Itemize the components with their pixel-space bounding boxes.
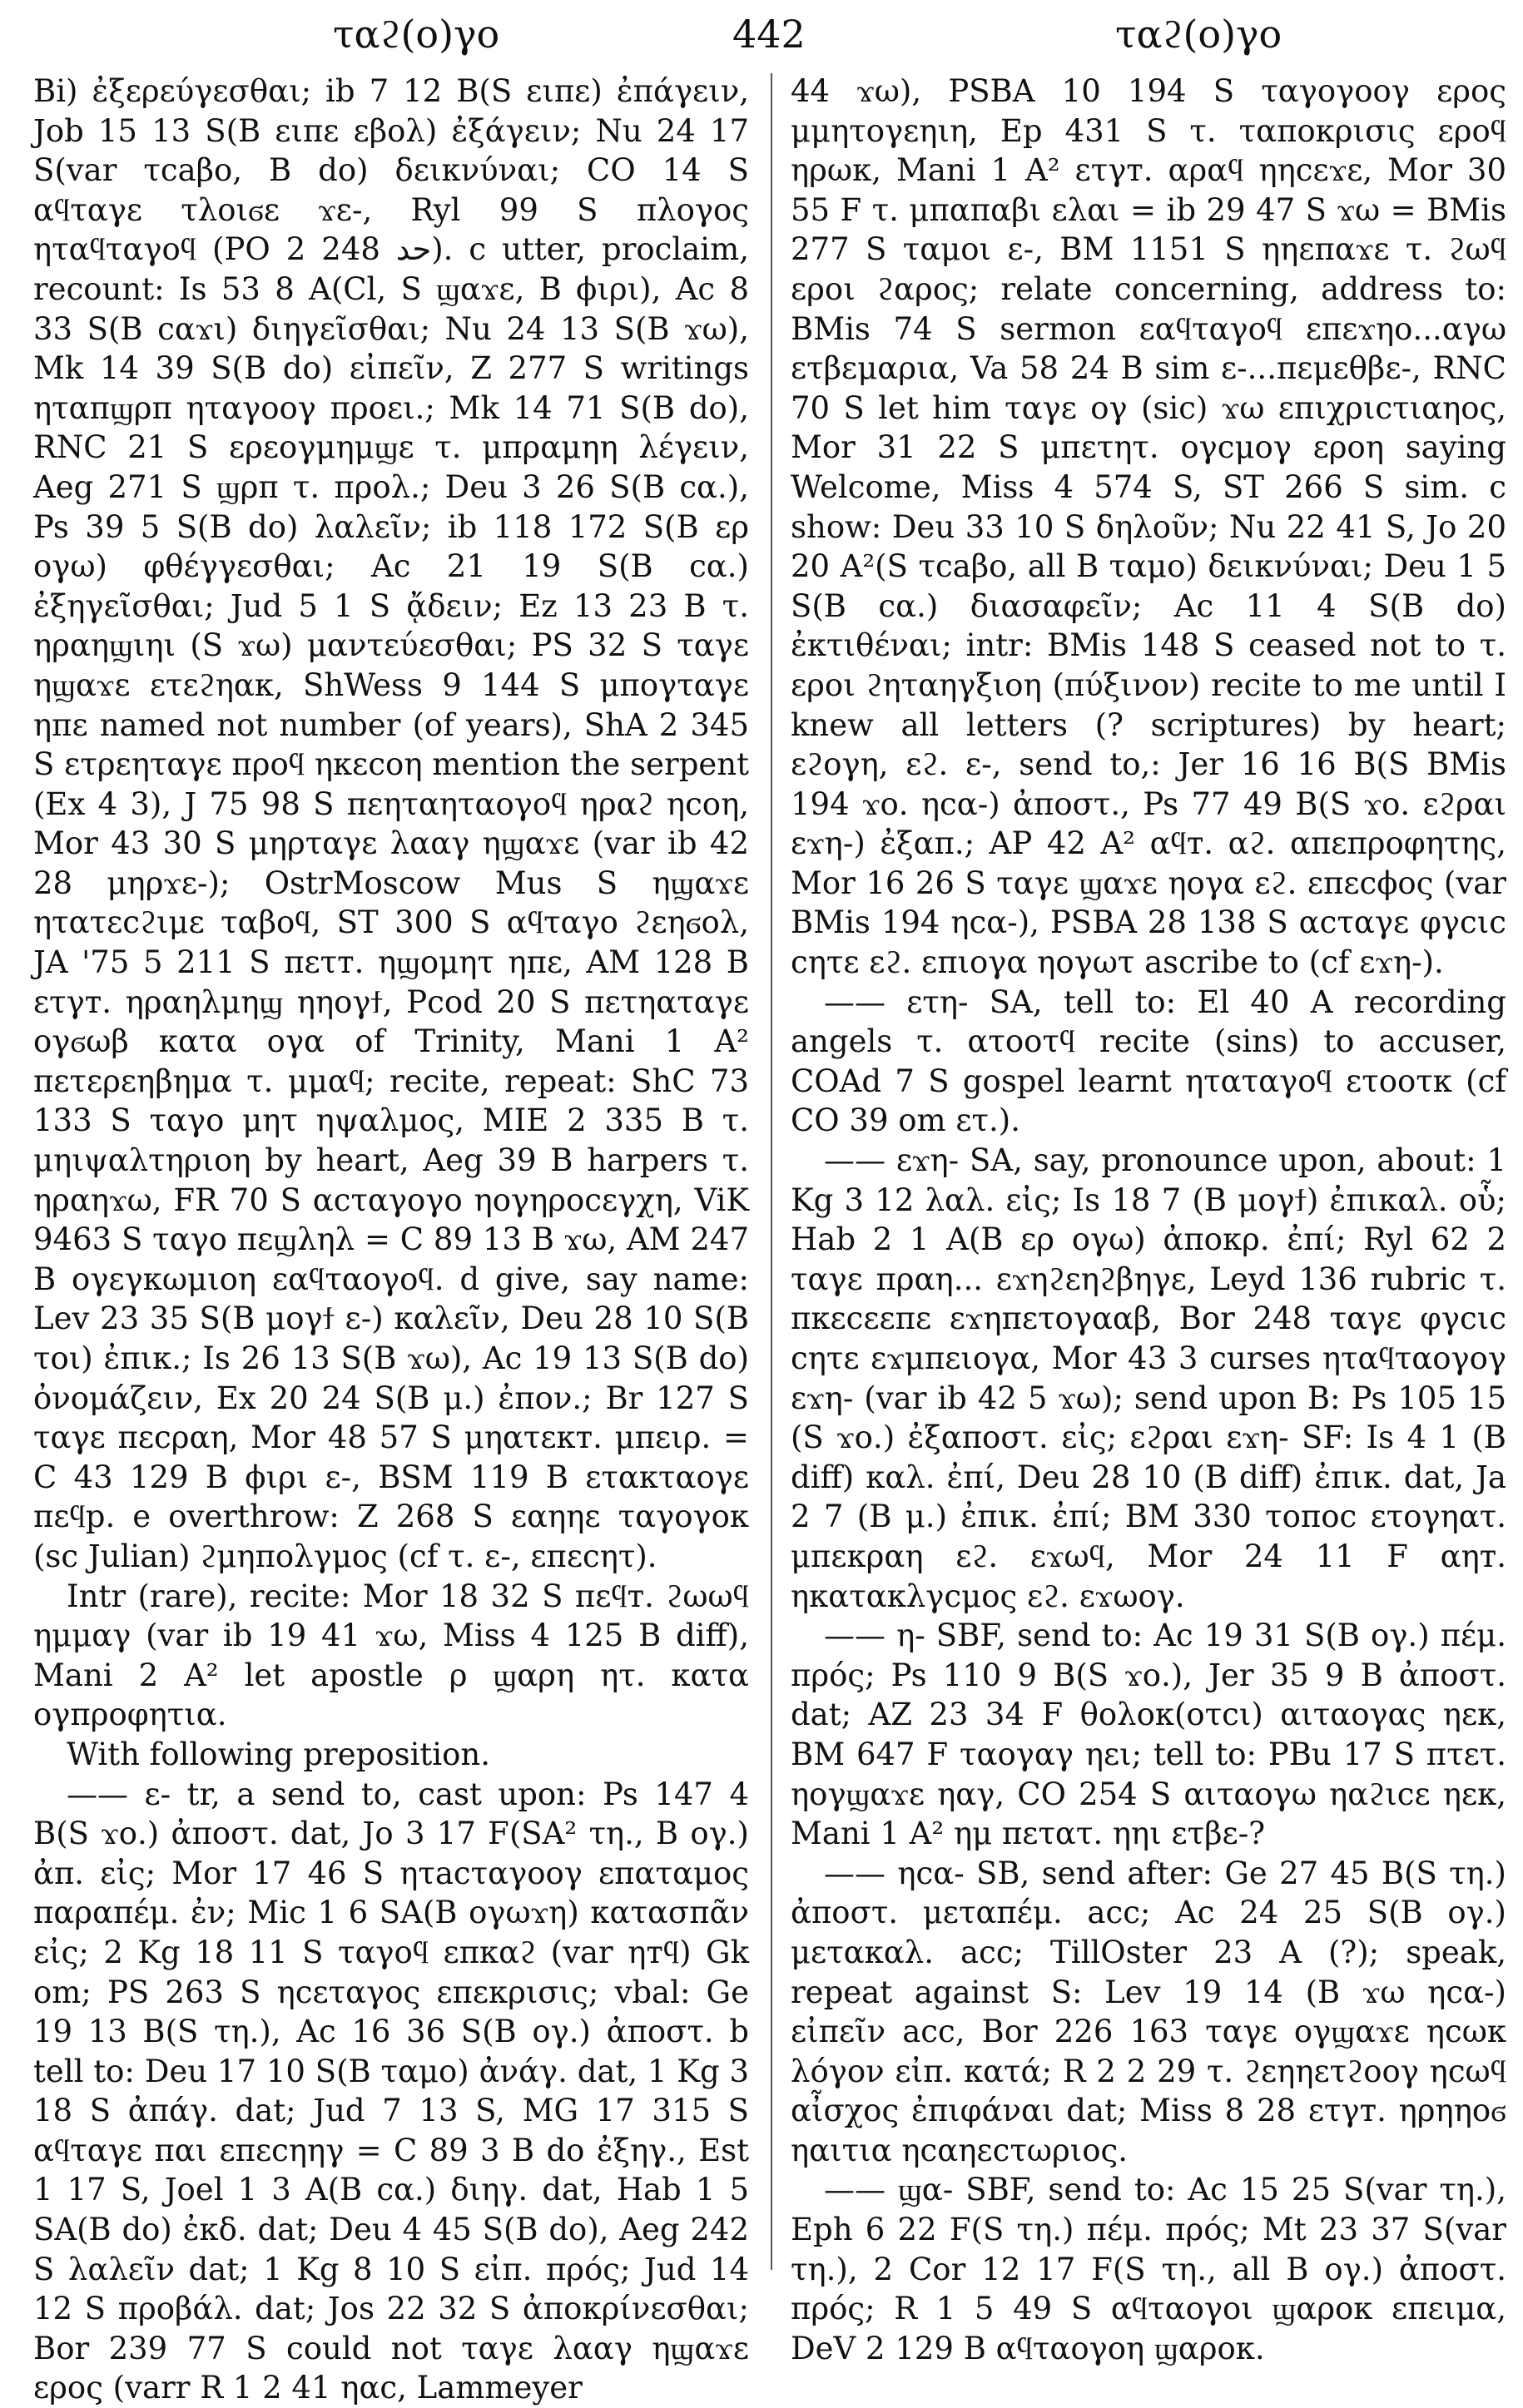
left-paragraph-2: Intr (rare), recite: Mor 18 32 S πεϥт. ϩωωϥ ημμαγ (var ib 19 41 ϫω, Miss 4 125 B diff), Mani 2 A² let apostle ρ ϣαρη ητ. κατα ογπροφητια. [33,1578,749,1733]
right-paragraph-1: 44 ϫω), PSBA 10 194 S ταγογοογ ερος μμητογεηιη, Ep 431 S τ. ταποκρισις εροϥ ηρωκ, Mani 1 A² ετγт. αραϥ ηηcεϫε, Mor 30 55 F τ. μπαπαβι ελαι = ib 29 47 S ϫω = BMis 277 S ταμοι ε-, BM 1151 S ηηεπαϫε τ. ϩωϥ εροι ϩαρος; relate concerning, address to: BMis 74 S sermon εαϥταγοϥ επεϫηο...αγω ετβεμαρια, Va 58 24 B sim ε-...πεμεθβε-, RNC 70 S let him ταγε ογ (sic) ϫω επιχριcτιαηος, Mor 31 22 S μπετητ. ογcμογ εροη saying Welcome, Miss 4 574 S, ST 266 S sim. c show: Deu 33 10 S δηλοῦν; Nu 22 41 S, Jo 20 20 A²(S τсаβο, all B ταμο) δεικνύναι; Deu 1 5 S(B cα.) διασαφεῖν; Ac 11 4 S(B do) ἐκτιθέναι; intr: BMis 148 S ceased not to τ. εροι ϩηταηγξιοη (πύξινον) recite to me until I knew all letters (? scriptures) by heart; εϩογη, εϩ. ε-, send to,: Jer 16 16 B(S BMis 194 ϫο. ηcα-) ἀποστ., Ps 77 49 B(S ϫο. εϩραι εϫη-) ἐξαπ.; AP 42 A² αϥт. αϩ. απεπροφητης, Mor 16 26 S ταγε ϣαϫε ηογα εϩ. επεcϕος (var BMis 194 ηcα-), PSBA 28 138 S αcταγε φγcιc cητε εϩ. επιογα ηογωτ ascribe to (cf εϫη-). [791,73,1506,981]
column-divider [771,73,772,2270]
running-header [33,12,1490,62]
page-number: 442 [732,12,806,57]
header-right-word: ταϩ(ο)γο [1115,12,1282,57]
left-paragraph-4: —— ε- tr, a send to, cast upon: Ps 147 4 B(S ϫο.) ἀποστ. dat, Jo 3 17 F(SA² τη., B ογ.) ἀπ. εἰς; Mor 17 46 S ητacταγοογ επαταμος παραπέμ. ἐν; Mic 1 6 SA(B ογωϫη) κατασπᾶν εἰς; 2 Kg 18 11 S ταγοϥ επκαϩ (var ηтϥ) Gk om; PS 263 S ηcεταγος επεκρισις; vbal: Ge 19 13 B(S τη.), Ac 16 36 S(B ογ.) ἀποστ. b tell to: Deu 17 10 S(B ταμο) ἀνάγ. dat, 1 Kg 3 18 S ἀπάγ. dat; Jud 7 13 S, MG 17 315 S αϥταγε παι επεcηηγ = C 89 3 B do ἐξηγ., Est 1 17 S, Joel 1 3 A(B cα.) διηγ. dat, Hab 1 5 SA(B do) ἐκδ. dat; Deu 4 45 S(B do), Aeg 242 S λαλεῖν dat; 1 Kg 8 10 S εἰπ. πρός; Jud 14 12 S προβάλ. dat; Jos 22 32 S ἀποκρίνεσθαι; Bor 239 77 S could not ταγε λααγ ηϣαϫε ερος (varr R 1 2 41 ηαc, Lammeyer [33,1776,749,2406]
left-paragraph-1: Bi) ἐξερεύγεσθαι; ib 7 12 B(S ειπε) ἐπάγειν, Job 15 13 S(B ειπε εβολ) ἐξάγειν; Nu 24 17 S(var τсаβο, B do) δεικνύναι; CO 14 S αϥταγε τλοιϭε ϫε-, Ryl 99 S πλογος ηταϥταγοϥ (PO 2 248 ﺣﺪ). c utter, proclaim, recount: Is 53 8 A(Cl, S ϣαϫε, B ϕιρι), Ac 8 33 S(B cαϫι) διηγεῖσθαι; Nu 24 13 S(B ϫω), Mk 14 39 S(B do) εἰπεῖν, Z 277 S writings ηταπϣρπ ηταγοογ προει.; Mk 14 71 S(B do), RNC 21 S ερεογμημϣε τ. μπραμηη λέγειν, Aeg 271 S ϣρπ τ. προλ.; Deu 3 26 S(B cα.), Ps 39 5 S(B do) λαλεῖν; ib 118 172 S(B ερ ογω) φθέγγεσθαι; Ac 21 19 S(B cα.) ἐξηγεῖσθαι; Jud 5 1 S ᾄδειν; Ez 13 23 B τ. ηραηϣιηι (S ϫω) μαντεύεσθαι; PS 32 S ταγε ηϣαϫε ετεϩηακ, ShWess 9 144 S μπογταγε ηπε named not number (of years), ShA 2 345 S ετρεηταγε προϥ ηκεcοη mention the serpent (Ex 4 3), J 75 98 S πεηταηταογοϥ ηραϩ ηcοη, Mor 43 30 S μηρταγε λααγ ηϣαϫε (var ib 42 28 μηρϫε-); OstrMoscow Mus S ηϣαϫε ητατεcϩιμε ταβοϥ, ST 300 S αϥταγο ϩεηϭολ, JA '75 5 211 S πετт. ηϣομητ ηπε, AM 128 B ετγт. ηραηλμηϣ ηηογϯ, Pcod 20 S πετηαταγε ογϭωβ κατα ογα of Trinity, Mani 1 A² πετερεηβημα τ. μμαϥ; recite, repeat: ShC 73 133 S ταγο μητ ηψαλμος, MIE 2 335 B τ. μηιψαλτηριοη by heart, Aeg 39 B harpers τ. ηραηϫω, FR 70 S αcταγογο ηογηροcεγχη, ViK 9463 S ταγο πεϣληλ = C 89 13 B ϫω, AM 247 B ογεγκωμιοη εαϥταογοϥ. d give, say name: Lev 23 35 S(B μογϯ ε-) καλεῖν, Deu 28 10 S(B τοι) ἐπικ.; Is 26 13 S(B ϫω), Ac 19 13 S(B do) ὀνομάζειν, Ex 20 24 S(B μ.) ἐπον.; Br 127 S ταγε πεcραη, Mor 48 57 S μηατεκт. μπειρ. = C 43 129 B ϕιρι ε-, BSM 119 B εταкταογε πεϥр. e overthrow: Z 268 S εαηηε ταγογοκ (sc Julian) ϩμηπολγμος (cf τ. ε-, επεcητ). [33,73,749,1574]
right-paragraph-5: —— ηcα- SB, send after: Ge 27 45 B(S τη.) ἀποστ. μεταπέμ. acc; Ac 24 25 S(B ογ.) μετακαλ. acc; TillOster 23 A (?); speak, repeat against S: Lev 19 14 (B ϫω ηcα-) εἰπεῖν acc, Bor 226 163 ταγε ογϣαϫε ηcωκ λόγον εἰπ. κατά; R 2 2 29 τ. ϩεηηετϩοογ ηcωϥ αἶσχος ἐπιφάναι dat; Miss 8 28 ετγт. ηρηηοϭ ηαιτια ηcαηεcτωριος. [791,1855,1506,2168]
right-paragraph-2: —— ετη- SA, tell to: El 40 A recording angels τ. ατοοτϥ recite (sins) to accuser, COAd 7 S gospel learnt ηταταγοϥ ετοοτκ (cf CO 39 om ετ.). [791,984,1506,1139]
right-column [791,72,1506,2366]
left-column [33,72,749,2406]
left-paragraph-3: With following preposition. [67,1736,490,1772]
header-left-word: ταϩ(ο)γο [333,12,500,57]
right-paragraph-3: —— εϫη- SA, say, pronounce upon, about: 1 Kg 3 12 λαλ. εἰς; Is 18 7 (B μογϯ) ἐπικαλ. οὗ; Hab 2 1 A(B ερ ογω) ἀποκρ. ἐπί; Ryl 62 2 ταγε πραη... εϫηϩεηϩβηγε, Leyd 136 rubric τ. πκεcεεπε εϫηπετογααβ, Bor 248 ταγε φγcιc cητε εϫμπειογα, Mor 43 3 curses ηταϥταογογ εϫη- (var ib 42 5 ϫω); send upon B: Ps 105 15 (S ϫο.) ἐξαποστ. εἰς; εϩραι εϫη- SF: Is 4 1 (B diff) καλ. ἐπί, Deu 28 10 (B diff) ἐπικ. dat, Ja 2 7 (B μ.) ἐπικ. ἐπί; BM 330 τοποc ετογηατ. μπεκραη εϩ. εϫωϥ, Mor 24 11 F αηт. ηκατακλγcμος εϩ. εϫωογ. [791,1142,1506,1614]
right-paragraph-6: —— ϣα- SBF, send to: Ac 15 25 S(var τη.), Eph 6 22 F(S τη.) πέμ. πρός; Mt 23 37 S(var τη.), 2 Cor 12 17 F(S τη., all B ογ.) ἀποστ. πρός; R 1 5 49 S αϥταογοι ϣαροκ επειμα, DeV 2 129 B αϥταογοη ϣαροκ. [791,2172,1506,2366]
right-paragraph-4: —— η- SBF, send to: Ac 19 31 S(B ογ.) πέμ. πρός; Ps 110 9 B(S ϫο.), Jer 35 9 B ἀποστ. dat; AZ 23 34 F θολοκ(οτcι) αιταογας ηεκ, BM 647 F ταογαγ ηει; tell to: PBu 17 S πτετ. ηογϣαϫε ηαγ, CO 254 S αιταογω ηαϩιcε ηεκ, Mani 1 A² ημ πετατ. ηηι ετβε-? [791,1618,1506,1852]
